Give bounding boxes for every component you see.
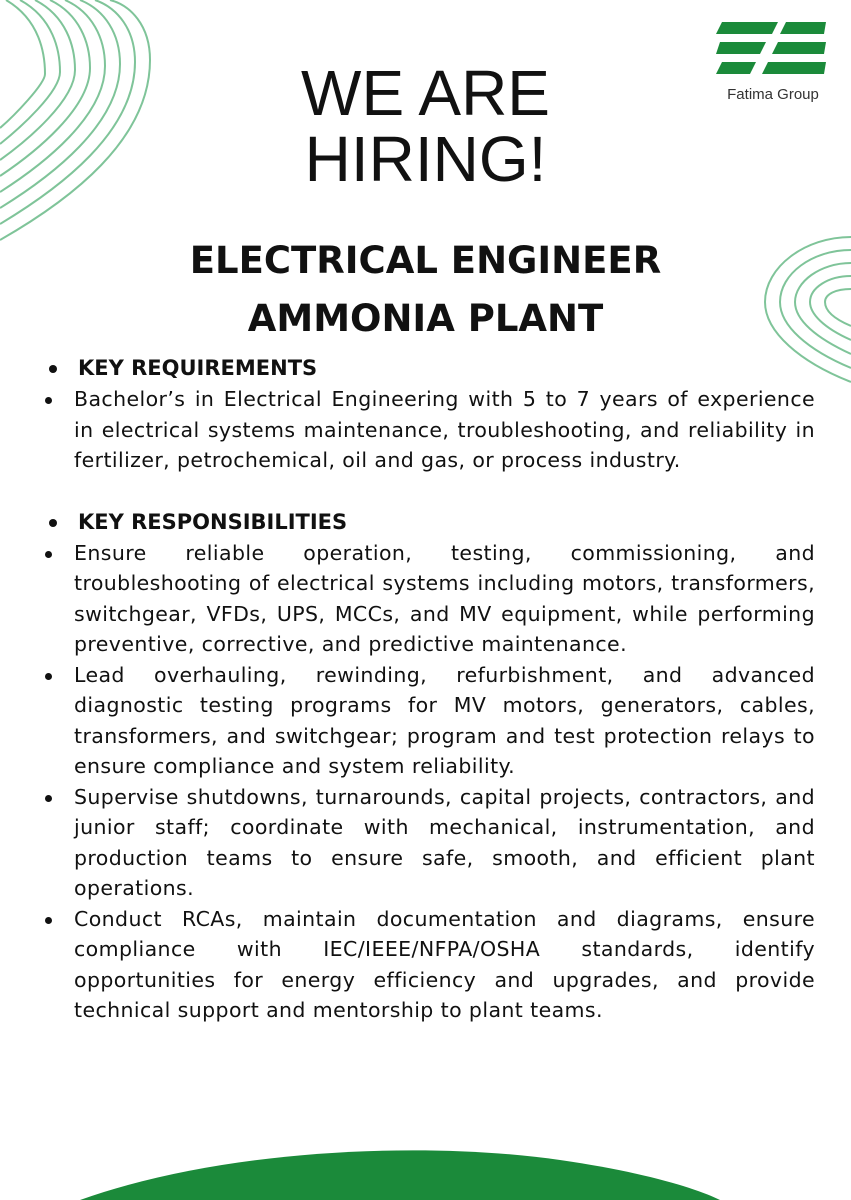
section-spacer xyxy=(40,476,815,506)
requirements-heading: KEY REQUIREMENTS xyxy=(40,352,815,384)
requirements-list xyxy=(40,384,815,476)
job-description xyxy=(40,352,815,1026)
hiring-headline-line2: HIRING! xyxy=(304,123,547,195)
hiring-headline xyxy=(0,57,851,195)
responsibility-item: Supervise shutdowns, turnarounds, capital projects, contractors, and junior staff; coordinate with mechanical, instrumentation, and production teams to ensure safe, smooth, and efficient plant operations. xyxy=(40,782,815,904)
logo-text: Fatima Group xyxy=(727,86,819,103)
job-title-line1: ELECTRICAL ENGINEER xyxy=(189,239,662,282)
requirement-item: Bachelor’s in Electrical Engineering with 5 to 7 years of experience in electrical systems maintenance, troubleshooting, and reliability in fertilizer, petrochemical, oil and gas, or process industry. xyxy=(40,384,815,476)
job-title xyxy=(0,232,851,348)
responsibilities-list xyxy=(40,538,815,1026)
responsibility-item: Conduct RCAs, maintain documentation and diagrams, ensure compliance with IEC/IEEE/NFPA/OSHA standards, identify opportunities for energy efficiency and upgrades, and provide technical support and mentorship to plant teams. xyxy=(40,904,815,1026)
responsibility-item: Lead overhauling, rewinding, refurbishment, and advanced diagnostic testing programs for MV motors, generators, cables, transformers, and switchgear; program and test protection relays to ensure compliance and system reliability. xyxy=(40,660,815,782)
decorative-wave-bottom xyxy=(0,1140,851,1200)
job-title-line2: AMMONIA PLANT xyxy=(247,297,604,340)
hiring-headline-line1: WE ARE xyxy=(301,57,550,129)
responsibilities-heading: KEY RESPONSIBILITIES xyxy=(40,506,815,538)
responsibility-item: Ensure reliable operation, testing, commissioning, and troubleshooting of electrical systems including motors, transformers, switchgear, VFDs, UPS, MCCs, and MV equipment, while performing preventive, corrective, and predictive maintenance. xyxy=(40,538,815,660)
